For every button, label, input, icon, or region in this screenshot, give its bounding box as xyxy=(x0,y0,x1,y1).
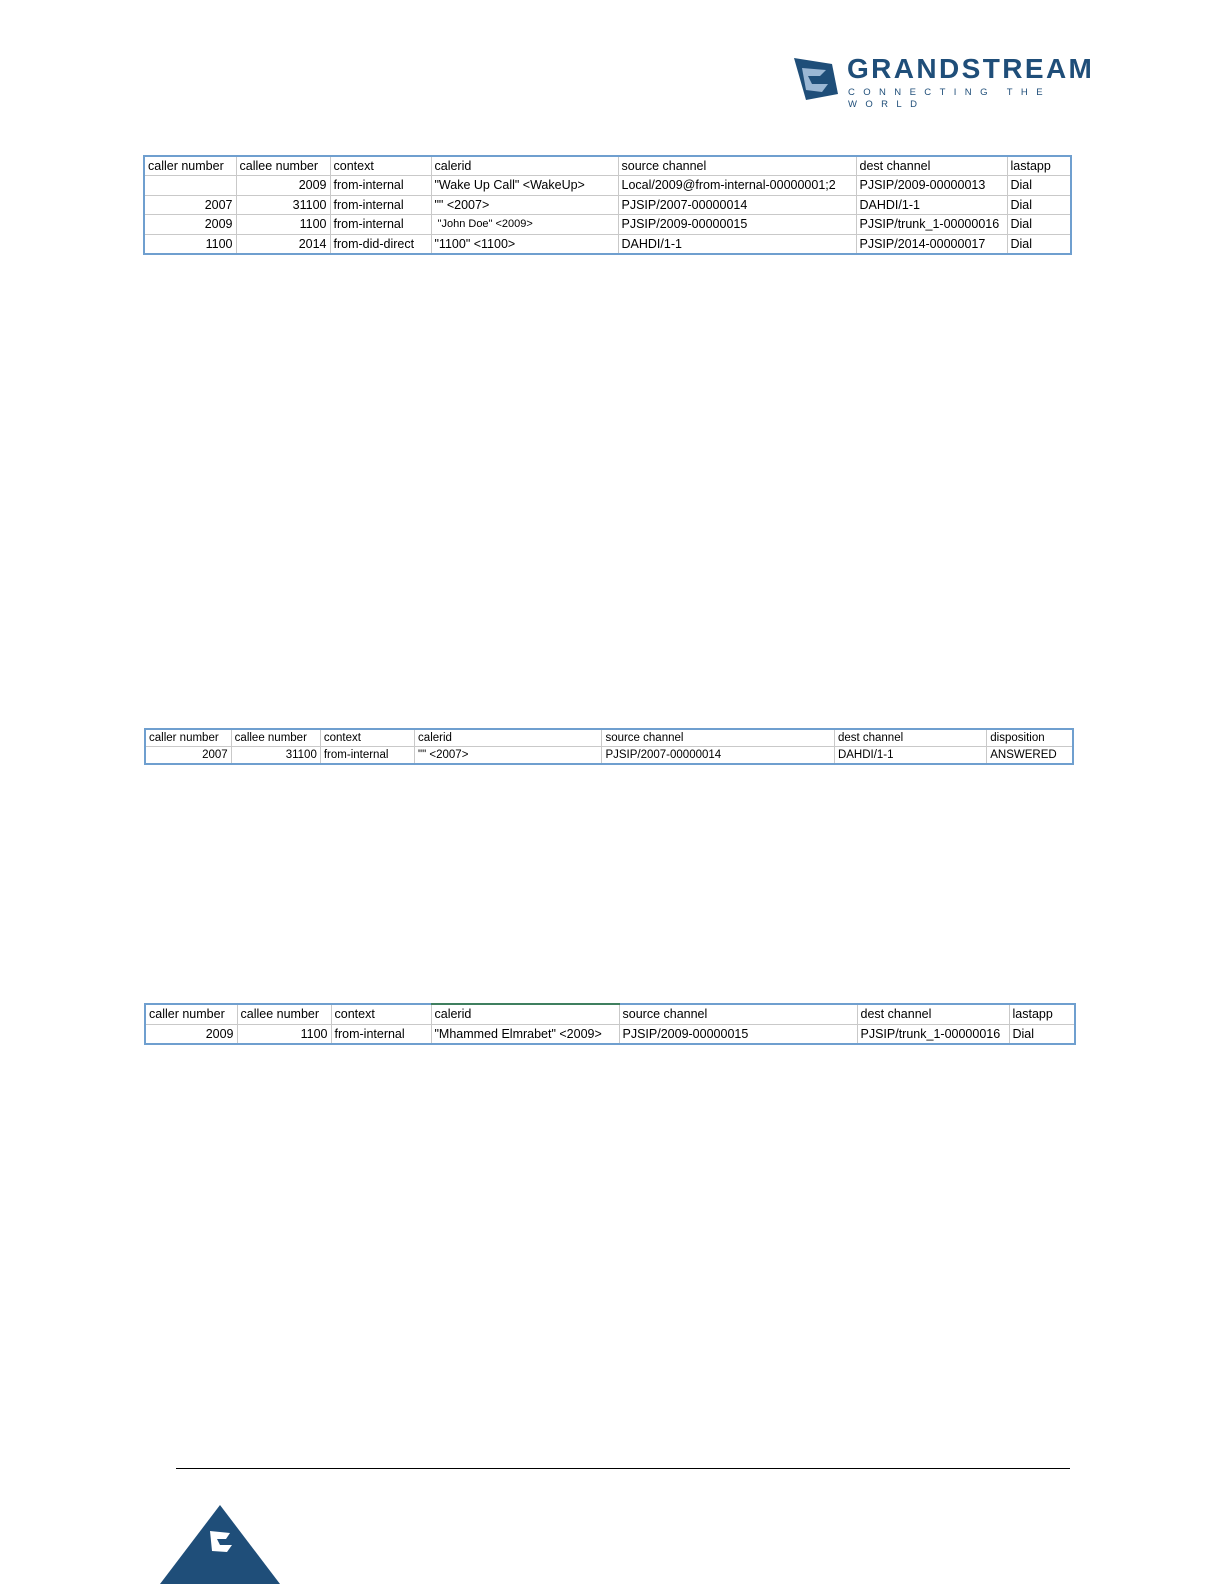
header-cell: caller number xyxy=(145,729,231,747)
caller-number-cell: 2009 xyxy=(144,215,236,235)
header-cell: calerid xyxy=(415,729,602,747)
callerid-cell: "" <2007> xyxy=(431,195,618,215)
dest-channel-cell: PJSIP/2014-00000017 xyxy=(856,234,1007,254)
cdr-table-disposition xyxy=(144,728,1074,765)
table-row xyxy=(145,1024,1075,1044)
header-cell: lastapp xyxy=(1009,1004,1075,1024)
callee-number-cell: 2009 xyxy=(236,176,330,196)
source-channel-cell: DAHDI/1-1 xyxy=(618,234,856,254)
lastapp-cell: Dial xyxy=(1007,234,1071,254)
grandstream-emblem-icon xyxy=(792,54,840,102)
header-cell: callee number xyxy=(237,1004,331,1024)
caller-number-cell: 2007 xyxy=(144,195,236,215)
header-cell: context xyxy=(320,729,414,747)
caller-number-cell: 2007 xyxy=(145,747,231,765)
header-cell: callee number xyxy=(236,156,330,176)
dest-channel-cell: PJSIP/trunk_1-00000016 xyxy=(856,215,1007,235)
context-cell: from-internal xyxy=(320,747,414,765)
callerid-cell: "Wake Up Call" <WakeUp> xyxy=(431,176,618,196)
header-cell: source channel xyxy=(618,156,856,176)
callerid-cell: "John Doe" <2009> xyxy=(431,215,618,235)
lastapp-cell: Dial xyxy=(1007,176,1071,196)
context-cell: from-internal xyxy=(330,176,431,196)
header-cell: dest channel xyxy=(834,729,986,747)
header-cell-selected[interactable]: calerid xyxy=(431,1004,619,1024)
table-row xyxy=(145,747,1073,765)
callee-number-cell: 2014 xyxy=(236,234,330,254)
callee-number-cell: 1100 xyxy=(236,215,330,235)
disposition-cell: ANSWERED xyxy=(987,747,1073,765)
header-cell: dest channel xyxy=(857,1004,1009,1024)
callerid-cell: "1100" <1100> xyxy=(431,234,618,254)
table-header-row xyxy=(145,1004,1075,1024)
table-header-row xyxy=(144,156,1071,176)
caller-number-cell: 2009 xyxy=(145,1024,237,1044)
header-cell: source channel xyxy=(602,729,835,747)
footer-divider xyxy=(176,1468,1070,1469)
callee-number-cell: 31100 xyxy=(236,195,330,215)
caller-number-cell xyxy=(144,176,236,196)
header-cell: source channel xyxy=(619,1004,857,1024)
logo-wordmark: GRANDSTREAM xyxy=(847,53,1095,84)
header-cell: disposition xyxy=(987,729,1073,747)
context-cell: from-internal xyxy=(331,1024,431,1044)
context-cell: from-internal xyxy=(330,215,431,235)
lastapp-cell: Dial xyxy=(1009,1024,1075,1044)
table-header-row xyxy=(145,729,1073,747)
lastapp-cell: Dial xyxy=(1007,195,1071,215)
source-channel-cell: PJSIP/2007-00000014 xyxy=(618,195,856,215)
grandstream-footer-emblem-icon xyxy=(160,1505,280,1584)
caller-number-cell: 1100 xyxy=(144,234,236,254)
header-cell: callee number xyxy=(231,729,320,747)
dest-channel-cell: DAHDI/1-1 xyxy=(834,747,986,765)
source-channel-cell: PJSIP/2009-00000015 xyxy=(618,215,856,235)
callerid-cell: "" <2007> xyxy=(415,747,602,765)
header-cell: lastapp xyxy=(1007,156,1071,176)
callee-number-cell: 31100 xyxy=(231,747,320,765)
callee-number-cell: 1100 xyxy=(237,1024,331,1044)
header-cell: context xyxy=(331,1004,431,1024)
table-row xyxy=(144,215,1071,235)
source-channel-cell: PJSIP/2009-00000015 xyxy=(619,1024,857,1044)
header-cell: dest channel xyxy=(856,156,1007,176)
dest-channel-cell: PJSIP/trunk_1-00000016 xyxy=(857,1024,1009,1044)
table-row xyxy=(144,195,1071,215)
context-cell: from-internal xyxy=(330,195,431,215)
header-cell: caller number xyxy=(145,1004,237,1024)
context-cell: from-did-direct xyxy=(330,234,431,254)
logo-tagline: CONNECTING THE WORLD xyxy=(848,87,1051,110)
table-row xyxy=(144,176,1071,196)
header-cell: caller number xyxy=(144,156,236,176)
source-channel-cell: PJSIP/2007-00000014 xyxy=(602,747,835,765)
grandstream-logo xyxy=(792,53,1122,110)
cdr-table-lastapp xyxy=(143,155,1072,255)
dest-channel-cell: DAHDI/1-1 xyxy=(856,195,1007,215)
source-channel-cell: Local/2009@from-internal-00000001;2 xyxy=(618,176,856,196)
dest-channel-cell: PJSIP/2009-00000013 xyxy=(856,176,1007,196)
header-cell: context xyxy=(330,156,431,176)
lastapp-cell: Dial xyxy=(1007,215,1071,235)
header-cell: calerid xyxy=(431,156,618,176)
table-row xyxy=(144,234,1071,254)
cdr-table-renamed-callerid xyxy=(144,1003,1076,1045)
callerid-cell: "Mhammed Elmrabet" <2009> xyxy=(431,1024,619,1044)
